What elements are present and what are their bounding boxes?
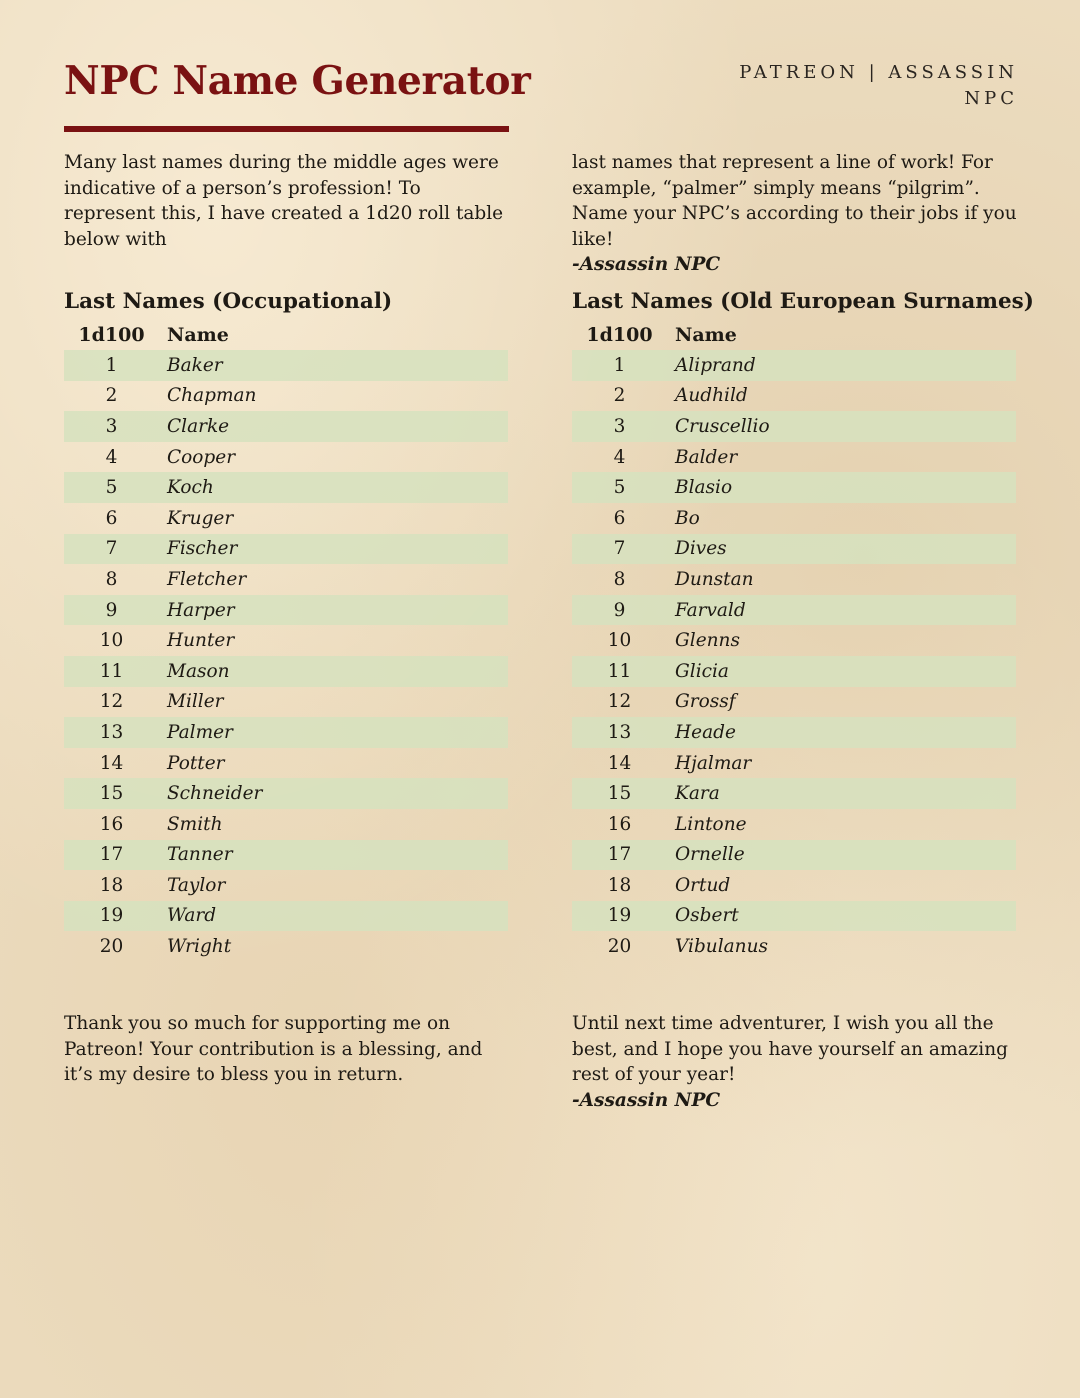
roll-number: 14 bbox=[99, 752, 124, 774]
table-row bbox=[572, 748, 1016, 779]
roll-number: 3 bbox=[64, 411, 159, 442]
outro-right-paragraph bbox=[572, 1011, 1020, 1113]
surname: Heade bbox=[667, 717, 1016, 748]
table-row bbox=[572, 717, 1016, 748]
roll-number: 18 bbox=[607, 874, 632, 896]
roll-number: 17 bbox=[64, 840, 159, 871]
table-row bbox=[572, 442, 1016, 473]
surname: Palmer bbox=[159, 717, 508, 748]
table-row bbox=[64, 564, 508, 595]
roll-number: 8 bbox=[613, 568, 626, 590]
table-row bbox=[572, 350, 1016, 381]
table-row bbox=[572, 595, 1016, 626]
surname: Balder bbox=[675, 446, 738, 468]
surname: Potter bbox=[167, 752, 225, 774]
roll-number: 9 bbox=[64, 595, 159, 626]
roll-number: 7 bbox=[64, 534, 159, 565]
table-row bbox=[572, 778, 1016, 809]
occupational-table-body bbox=[64, 350, 508, 962]
column-header-roll: 1d100 bbox=[78, 324, 145, 346]
roll-number: 2 bbox=[613, 385, 626, 407]
table-row bbox=[572, 870, 1016, 901]
surname: Smith bbox=[167, 813, 223, 835]
surname: Taylor bbox=[167, 874, 226, 896]
table-header-row bbox=[572, 320, 1016, 350]
roll-number: 3 bbox=[572, 411, 667, 442]
table-row bbox=[64, 901, 508, 932]
surname: Glenns bbox=[675, 630, 740, 652]
table-row bbox=[572, 534, 1016, 565]
brand-line-2: NPC bbox=[964, 88, 1018, 109]
roll-number: 15 bbox=[572, 778, 667, 809]
surname: Blasio bbox=[667, 472, 1016, 503]
intro-right-text: last names that represent a line of work! For example, “palmer” simply means “pilgrim”. Name your NPC’s according to their jobs if you like! bbox=[572, 152, 1017, 250]
roll-number: 17 bbox=[572, 840, 667, 871]
surname: Ward bbox=[159, 901, 508, 932]
surname: Chapman bbox=[167, 385, 257, 407]
roll-number: 13 bbox=[572, 717, 667, 748]
table-row bbox=[572, 809, 1016, 840]
old-european-table-body bbox=[572, 350, 1016, 962]
table-row bbox=[572, 687, 1016, 718]
table-row bbox=[64, 687, 508, 718]
roll-number: 10 bbox=[99, 630, 124, 652]
surname: Fischer bbox=[159, 534, 508, 565]
surname: Cruscellio bbox=[667, 411, 1016, 442]
surname: Clarke bbox=[159, 411, 508, 442]
roll-number: 5 bbox=[572, 472, 667, 503]
roll-number: 2 bbox=[105, 385, 118, 407]
surname: Harper bbox=[159, 595, 508, 626]
table-row bbox=[64, 595, 508, 626]
page-title: NPC Name Generator bbox=[64, 58, 531, 104]
table-row bbox=[572, 564, 1016, 595]
surname: Vibulanus bbox=[675, 936, 768, 958]
roll-number: 6 bbox=[105, 507, 118, 529]
table-row bbox=[64, 748, 508, 779]
table-heading-old-european: Last Names (Old European Surnames) bbox=[572, 289, 1034, 314]
surname: Baker bbox=[159, 350, 508, 381]
surname: Aliprand bbox=[667, 350, 1016, 381]
surname: Kara bbox=[667, 778, 1016, 809]
table-row bbox=[64, 656, 508, 687]
surname: Glicia bbox=[667, 656, 1016, 687]
surname: Osbert bbox=[667, 901, 1016, 932]
roll-number: 1 bbox=[572, 350, 667, 381]
surname: Miller bbox=[167, 691, 224, 713]
table-row bbox=[64, 350, 508, 381]
surname: Hunter bbox=[167, 630, 235, 652]
roll-number: 4 bbox=[105, 446, 118, 468]
table-row bbox=[64, 809, 508, 840]
table-row bbox=[572, 472, 1016, 503]
table-row bbox=[64, 931, 508, 962]
roll-number: 6 bbox=[613, 507, 626, 529]
surname: Bo bbox=[675, 507, 700, 529]
table-row bbox=[64, 503, 508, 534]
surname: Hjalmar bbox=[675, 752, 752, 774]
intro-signature: -Assassin NPC bbox=[572, 254, 721, 275]
surname: Dives bbox=[667, 534, 1016, 565]
roll-number: 12 bbox=[607, 691, 632, 713]
table-row bbox=[64, 381, 508, 412]
table-row bbox=[64, 625, 508, 656]
old-european-names-table bbox=[572, 320, 1016, 962]
intro-right-paragraph bbox=[572, 150, 1020, 278]
occupational-names-table bbox=[64, 320, 508, 962]
surname: Farvald bbox=[667, 595, 1016, 626]
table-row bbox=[64, 472, 508, 503]
roll-number: 20 bbox=[607, 936, 632, 958]
brand-credit bbox=[698, 60, 1018, 112]
surname: Lintone bbox=[675, 813, 747, 835]
table-row bbox=[572, 411, 1016, 442]
roll-number: 11 bbox=[64, 656, 159, 687]
roll-number: 10 bbox=[607, 630, 632, 652]
table-row bbox=[64, 840, 508, 871]
column-header-name: Name bbox=[675, 324, 737, 346]
title-underline bbox=[64, 126, 509, 132]
roll-number: 1 bbox=[64, 350, 159, 381]
outro-right-text: Until next time adventurer, I wish you all the best, and I hope you have yourself an amazing rest of your year! bbox=[572, 1013, 1008, 1085]
roll-number: 11 bbox=[572, 656, 667, 687]
roll-number: 19 bbox=[64, 901, 159, 932]
roll-number: 9 bbox=[572, 595, 667, 626]
surname: Fletcher bbox=[167, 568, 247, 590]
surname: Koch bbox=[159, 472, 508, 503]
roll-number: 14 bbox=[607, 752, 632, 774]
table-row bbox=[572, 840, 1016, 871]
table-row bbox=[64, 442, 508, 473]
table-heading-occupational: Last Names (Occupational) bbox=[64, 289, 393, 314]
surname: Tanner bbox=[159, 840, 508, 871]
roll-number: 13 bbox=[64, 717, 159, 748]
roll-number: 4 bbox=[613, 446, 626, 468]
surname: Grossf bbox=[675, 691, 736, 713]
table-row bbox=[64, 778, 508, 809]
column-header-name: Name bbox=[167, 324, 229, 346]
table-row bbox=[572, 656, 1016, 687]
roll-number: 5 bbox=[64, 472, 159, 503]
outro-left-paragraph: Thank you so much for supporting me on Patreon! Your contribution is a blessing, and it’s my desire to bless you in return. bbox=[64, 1013, 483, 1085]
surname: Schneider bbox=[159, 778, 508, 809]
surname: Dunstan bbox=[675, 568, 754, 590]
roll-number: 7 bbox=[572, 534, 667, 565]
table-row bbox=[64, 870, 508, 901]
surname: Audhild bbox=[675, 385, 748, 407]
roll-number: 19 bbox=[572, 901, 667, 932]
surname: Cooper bbox=[167, 446, 236, 468]
table-row bbox=[64, 411, 508, 442]
surname: Mason bbox=[159, 656, 508, 687]
table-row bbox=[572, 503, 1016, 534]
roll-number: 8 bbox=[105, 568, 118, 590]
surname: Wright bbox=[167, 936, 232, 958]
brand-line-1: PATREON | ASSASSIN bbox=[739, 62, 1018, 83]
roll-number: 16 bbox=[99, 813, 124, 835]
roll-number: 15 bbox=[64, 778, 159, 809]
surname: Kruger bbox=[167, 507, 234, 529]
table-row bbox=[572, 901, 1016, 932]
surname: Ortud bbox=[675, 874, 731, 896]
table-row bbox=[64, 534, 508, 565]
surname: Ornelle bbox=[667, 840, 1016, 871]
table-row bbox=[64, 717, 508, 748]
table-row bbox=[572, 381, 1016, 412]
outro-signature: -Assassin NPC bbox=[572, 1089, 721, 1111]
table-header-row bbox=[64, 320, 508, 350]
roll-number: 18 bbox=[99, 874, 124, 896]
column-header-roll: 1d100 bbox=[586, 324, 653, 346]
intro-left-paragraph: Many last names during the middle ages were indicative of a person’s profession! To represent this, I have created a 1d20 roll table below with bbox=[64, 152, 504, 250]
table-row bbox=[572, 625, 1016, 656]
table-row bbox=[572, 931, 1016, 962]
roll-number: 12 bbox=[99, 691, 124, 713]
roll-number: 16 bbox=[607, 813, 632, 835]
roll-number: 20 bbox=[99, 936, 124, 958]
